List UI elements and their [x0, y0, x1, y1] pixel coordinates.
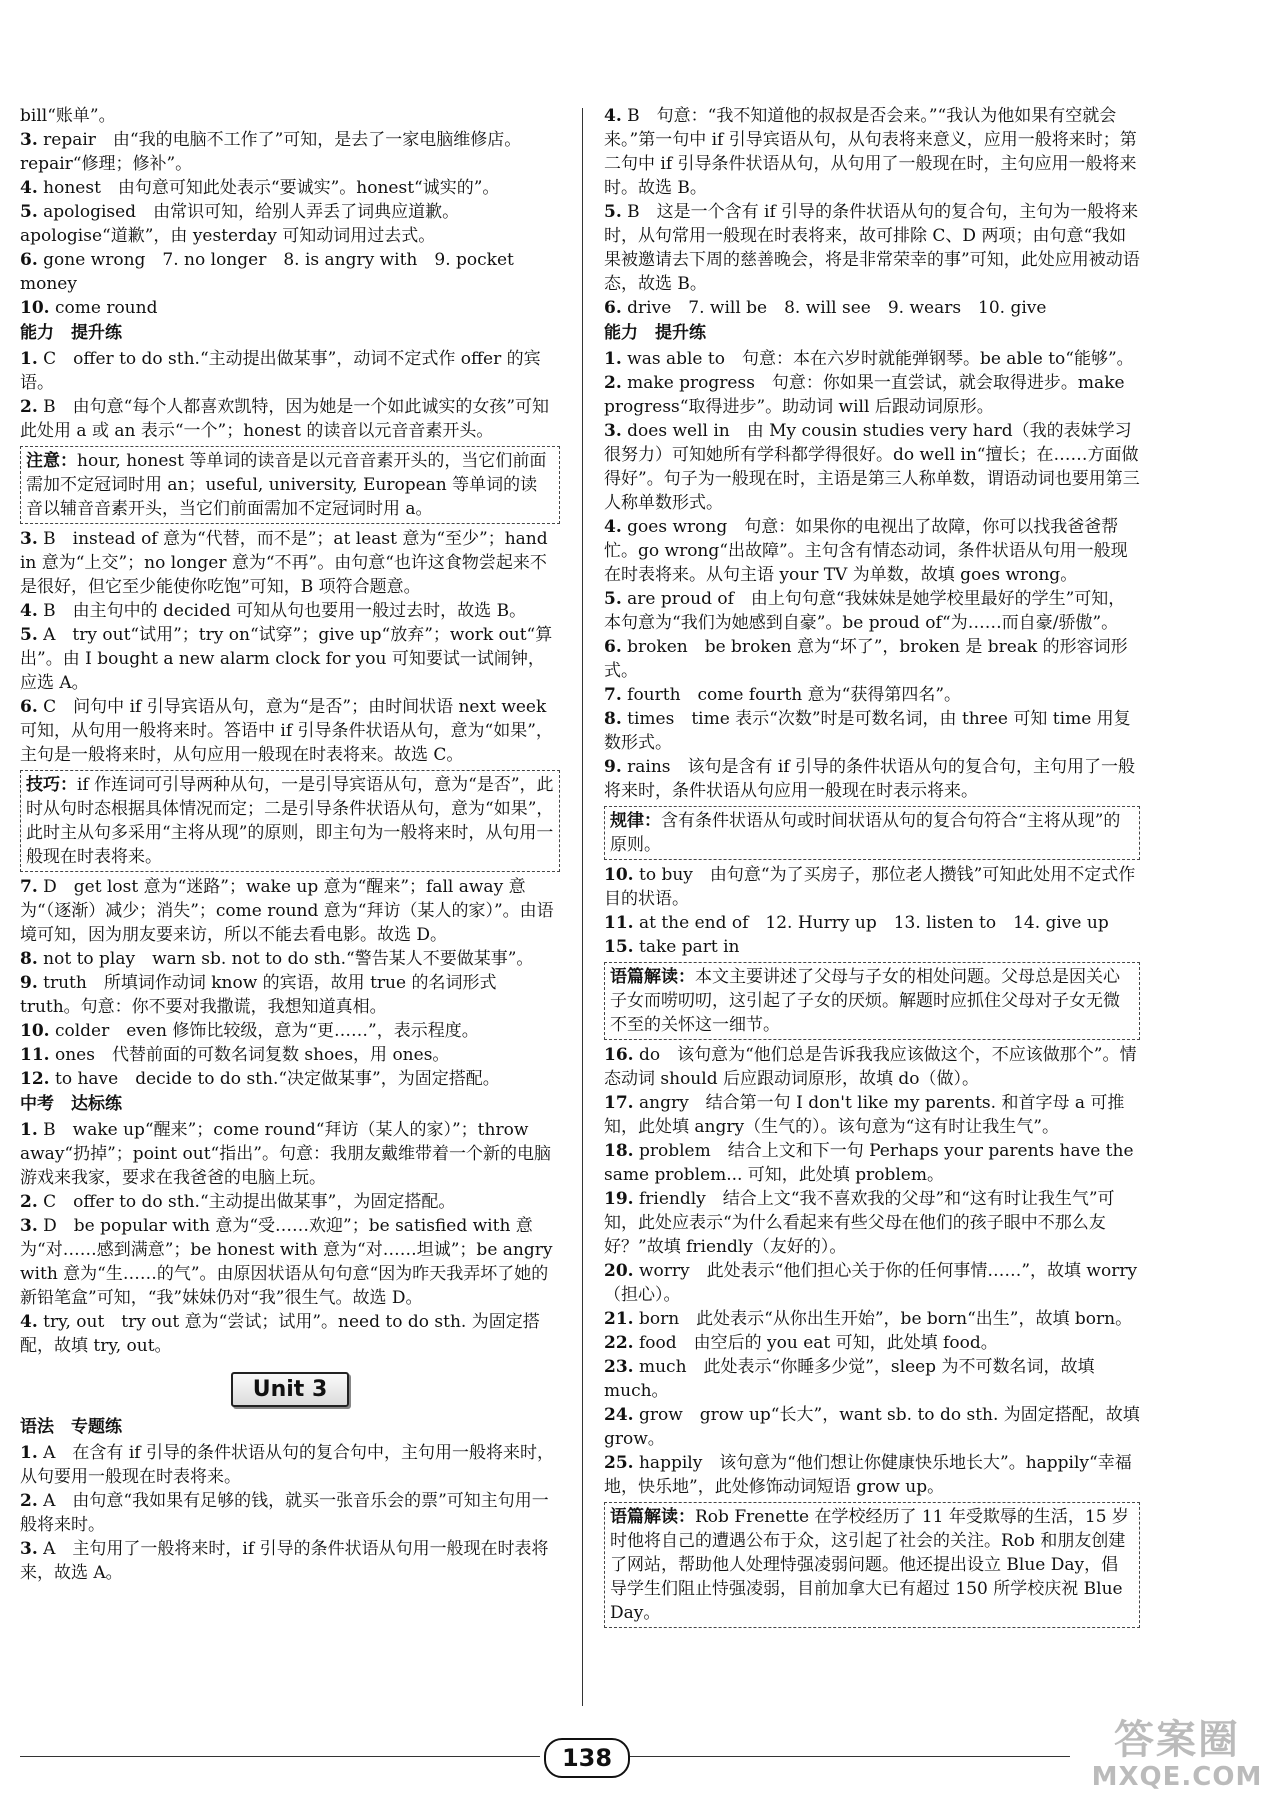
- item-number: 3.: [20, 529, 38, 549]
- answer-item: [604, 1451, 1140, 1499]
- item-text: D get lost 意为“迷路”；wake up 意为“醒来”；fall away 意为“（逐渐）减少；消失”；come round 意为“拜访（某人的家）”。由语境可知，因为朋友要来访，所以不能去看电影。故选 D。: [20, 877, 554, 945]
- item-number: 25.: [604, 1453, 634, 1473]
- item-text: bill“账单”。: [20, 106, 116, 126]
- answer-item: [604, 347, 1140, 371]
- item-number: 3.: [20, 1216, 38, 1236]
- note-label: 技巧：: [26, 775, 77, 795]
- item-text: A try out“试用”；try on“试穿”；give up“放弃”；work out“算出”。由 I bought a new alarm clock for you 可知要试一试闹钟，应选 A。: [20, 625, 553, 693]
- item-text: fourth come fourth 意为“获得第四名”。: [621, 685, 962, 705]
- page-number: 138: [544, 1738, 630, 1778]
- item-number: 8.: [604, 709, 622, 729]
- answer-item: [604, 1307, 1140, 1331]
- watermark-logo: [1088, 1718, 1266, 1796]
- item-number: 6.: [20, 697, 38, 717]
- item-number: 2.: [604, 373, 622, 393]
- answer-item: [20, 695, 560, 767]
- answer-item: [604, 707, 1140, 755]
- note-label: 语篇解读：: [610, 1507, 695, 1527]
- answer-item: [604, 635, 1140, 683]
- item-number: 16.: [604, 1045, 634, 1065]
- answer-item: [20, 296, 560, 320]
- note-box: [20, 770, 560, 872]
- item-number: 18.: [604, 1141, 634, 1161]
- item-text: do 该句意为“他们总是告诉我我应该做这个，不应该做那个”。情态动词 should 后应跟动词原形，故填 do（做）。: [604, 1045, 1137, 1089]
- item-text: B 句意：“我不知道他的叔叔是否会来。”“我认为他如果有空就会来。”第一句中 if 引导宾语从句，从句表将来意义，应用一般将来时；第二句中 if 引导条件状语从句，从句用了一般现在时，主句应用一般将来时。故选 B。: [604, 106, 1137, 198]
- item-number: 4.: [20, 601, 38, 621]
- footer-rule-left: [20, 1756, 540, 1757]
- item-number: 15.: [604, 937, 634, 957]
- answer-item: [20, 947, 560, 971]
- item-number: 2.: [20, 1192, 38, 1212]
- answer-item: [604, 1043, 1140, 1091]
- note-label: 规律：: [610, 811, 661, 831]
- item-text: worry 此处表示“他们担心关于你的任何事情……”，故填 worry（担心）。: [604, 1261, 1138, 1305]
- item-text: A 由句意“我如果有足够的钱，就买一张音乐会的票”可知主句用一般将来时。: [20, 1491, 549, 1535]
- column-divider: [582, 108, 583, 1706]
- item-number: 22.: [604, 1333, 634, 1353]
- item-text: B 这是一个含有 if 引导的条件状语从句的复合句，主句为一般将来时，从句常用一般现在时表将来，故可排除 C、D 两项；由句意“我如果被邀请去下周的慈善晚会，将是非常荣幸的事”可知，此处应用被动语态，故选 B。: [604, 202, 1140, 294]
- answer-item: [604, 419, 1140, 515]
- answer-item: [604, 755, 1140, 803]
- answer-item: [604, 1091, 1140, 1139]
- answer-item: [20, 128, 560, 176]
- answer-item: [604, 1187, 1140, 1259]
- item-number: 3.: [20, 1539, 38, 1559]
- answer-item: [20, 176, 560, 200]
- item-number: 5.: [604, 202, 622, 222]
- answer-item: [604, 1355, 1140, 1403]
- item-number: 5.: [20, 625, 38, 645]
- item-number: 20.: [604, 1261, 634, 1281]
- unit-title: [20, 1372, 560, 1407]
- item-number: 2.: [20, 1491, 38, 1511]
- note-box: [604, 1502, 1140, 1628]
- item-number: 7.: [604, 685, 622, 705]
- item-text: ones 代替前面的可数名词复数 shoes，用 ones。: [49, 1045, 450, 1065]
- item-number: 4.: [20, 1312, 38, 1332]
- answer-item: [604, 1403, 1140, 1451]
- note-text: if 作连词可引导两种从句，一是引导宾语从句，意为“是否”，此时从句时态根据具体情况而定；二是引导条件状语从句，意为“如果”，此时主从句多采用“主将从现”的原则，即主句为一般将来时，从句用一般现在时表将来。: [26, 775, 554, 867]
- answer-item: [20, 104, 560, 128]
- answer-item: [604, 515, 1140, 587]
- item-text: are proud of 由上句句意“我妹妹是她学校里最好的学生”可知，本句意为“我们为她感到自豪”。be proud of“为……而自豪/骄傲”。: [604, 589, 1126, 633]
- answer-item: [604, 683, 1140, 707]
- answer-item: [20, 971, 560, 1019]
- item-text: C offer to do sth.“主动提出做某事”，动词不定式作 offer 的宾语。: [20, 349, 541, 393]
- item-text: much 此处表示“你睡多少觉”，sleep 为不可数名词，故填 much。: [604, 1357, 1095, 1401]
- answer-item: [20, 1310, 560, 1358]
- note-text: 本文主要讲述了父母与子女的相处问题。父母总是因关心子女而唠叨叨，这引起了子女的厌烦。解题时应抓住父母对子女无微不至的关怀这一细节。: [610, 967, 1120, 1035]
- watermark-top: 答案圈: [1114, 1717, 1240, 1763]
- answer-item: [20, 875, 560, 947]
- item-text: take part in: [633, 937, 740, 957]
- item-number: 10.: [20, 1021, 50, 1041]
- item-text: angry 结合第一句 I don't like my parents. 和首字母 a 可推知，此处填 angry（生气的）。该句意为“这有时让我生气”。: [604, 1093, 1125, 1137]
- item-text: come round: [49, 298, 158, 318]
- item-text: truth 所填词作动词 know 的宾语，故用 true 的名词形式 truth。句意：你不要对我撒谎，我想知道真相。: [20, 973, 497, 1017]
- item-number: 23.: [604, 1357, 634, 1377]
- answer-item: [20, 1118, 560, 1190]
- item-text: problem 结合上文和下一句 Perhaps your parents have the same problem... 可知，此处填 problem。: [604, 1141, 1134, 1185]
- item-text: C offer to do sth.“主动提出做某事”，为固定搭配。: [37, 1192, 456, 1212]
- answer-item: [604, 935, 1140, 959]
- note-text: 含有条件状语从句或时间状语从句的复合句符合“主将从现”的原则。: [610, 811, 1121, 855]
- item-text: broken be broken 意为“坏了”，broken 是 break 的形容词形式。: [604, 637, 1128, 681]
- item-number: 11.: [20, 1045, 50, 1065]
- answer-item: [20, 200, 560, 248]
- item-number: 9.: [20, 973, 38, 993]
- answer-item: [604, 587, 1140, 635]
- item-text: C 问句中 if 引导宾语从句，意为“是否”；由时间状语 next week 可知，从句用一般将来时。答语中 if 引导条件状语从句，意为“如果”，主句是一般将来时，从句应用一般现在时表将来。故选 C。: [20, 697, 553, 765]
- answer-item: [20, 1190, 560, 1214]
- answer-item: [20, 1019, 560, 1043]
- item-number: 9.: [604, 757, 622, 777]
- item-number: 5.: [604, 589, 622, 609]
- answer-item: [20, 1441, 560, 1489]
- answer-item: [604, 1259, 1140, 1307]
- unit-title-label: Unit 3: [231, 1372, 350, 1407]
- item-number: 6.: [20, 250, 38, 270]
- item-number: 19.: [604, 1189, 634, 1209]
- item-number: 3.: [20, 130, 38, 150]
- answer-item: [20, 1067, 560, 1091]
- item-number: 10.: [20, 298, 50, 318]
- item-text: times time 表示“次数”时是可数名词，由 three 可知 time 用复数形式。: [604, 709, 1131, 753]
- answer-item: [20, 248, 560, 296]
- item-text: friendly 结合上文“我不喜欢我的父母”和“这有时让我生气”可知，此处应表示“为什么看起来有些父母在他们的孩子眼中不那么友好？”故填 friendly（友好的）。: [604, 1189, 1115, 1257]
- item-number: 7.: [20, 877, 38, 897]
- item-text: food 由空后的 you eat 可知，此处填 food。: [633, 1333, 998, 1353]
- note-text: hour, honest 等单词的读音是以元音音素开头的，当它们前面需加不定冠词时用 an；useful, university, European 等单词的读音以辅音音素开头，当它们前面需加不定冠词时用 a。: [26, 451, 547, 519]
- item-number: 17.: [604, 1093, 634, 1113]
- section-heading: 中考 达标练: [20, 1094, 122, 1114]
- item-text: grow grow up“长大”，want sb. to do sth. 为固定搭配，故填 grow。: [604, 1405, 1140, 1449]
- answer-item: [20, 1489, 560, 1537]
- answer-item: [20, 599, 560, 623]
- footer-rule-right: [630, 1756, 1070, 1757]
- item-text: colder even 修饰比较级，意为“更……”，表示程度。: [49, 1021, 479, 1041]
- item-text: was able to 句意：本在六岁时就能弹钢琴。be able to“能够”。: [621, 349, 1134, 369]
- item-number: 1.: [20, 1120, 38, 1140]
- item-text: D be popular with 意为“受……欢迎”；be satisfied with 意为“对……感到满意”；be honest with 意为“对……坦诚”；be angry with 意为“生……的气”。由原因状语从句句意“因为昨天我弄坏了她的新铅笔盒”可知，“我”妹妹仍对“我”很生气。故选 D。: [20, 1216, 553, 1308]
- note-label: 语篇解读：: [610, 967, 695, 987]
- answer-item: [604, 1139, 1140, 1187]
- watermark-bottom: MXQE.COM: [1091, 1762, 1263, 1792]
- item-text: B 由句意“每个人都喜欢凯特，因为她是一个如此诚实的女孩”可知此处用 a 或 an 表示“一个”；honest 的读音以元音音素开头。: [20, 397, 550, 441]
- answer-item: [604, 200, 1140, 296]
- right-column: [604, 104, 1140, 1631]
- answer-item: [604, 911, 1140, 935]
- item-number: 10.: [604, 865, 634, 885]
- note-label: 注意：: [26, 451, 77, 471]
- item-number: 21.: [604, 1309, 634, 1329]
- section-heading: 能力 提升练: [20, 323, 122, 343]
- section-heading: 语法 专题练: [20, 1417, 122, 1437]
- item-text: try, out try out 意为“尝试；试用”。need to do sth. 为固定搭配，故填 try, out。: [20, 1312, 540, 1356]
- left-column: [20, 104, 560, 1585]
- item-text: A 在含有 if 引导的条件状语从句的复合句中，主句用一般将来时，从句要用一般现在时表将来。: [20, 1443, 554, 1487]
- note-text: Rob Frenette 在学校经历了 11 年受欺辱的生活，15 岁时他将自己的遭遇公布于众，这引起了社会的关注。Rob 和朋友创建了网站，帮助他人处理恃强凌弱问题。他还提出设立 Blue Day，倡导学生们阻止恃强凌弱，目前加拿大已有超过 150 所学校庆祝 Blue Day。: [610, 1507, 1129, 1623]
- answer-item: [20, 347, 560, 395]
- item-text: not to play warn sb. not to do sth.“警告某人不要做某事”。: [37, 949, 534, 969]
- item-text: to buy 由句意“为了买房子，那位老人攒钱”可知此处用不定式作目的状语。: [604, 865, 1136, 909]
- item-number: 4.: [604, 106, 622, 126]
- item-number: 1.: [20, 349, 38, 369]
- item-text: make progress 句意：你如果一直尝试，就会取得进步。make progress“取得进步”。助动词 will 后跟动词原形。: [604, 373, 1125, 417]
- section-heading: 能力 提升练: [604, 323, 706, 343]
- answer-item: [20, 1214, 560, 1310]
- item-number: 8.: [20, 949, 38, 969]
- item-text: honest 由句意可知此处表示“要诚实”。honest“诚实的”。: [37, 178, 500, 198]
- item-number: 1.: [604, 349, 622, 369]
- answer-item: [604, 863, 1140, 911]
- item-number: 1.: [20, 1443, 38, 1463]
- item-number: 24.: [604, 1405, 634, 1425]
- item-text: repair 由“我的电脑不工作了”可知，是去了一家电脑维修店。repair“修理；修补”。: [20, 130, 522, 174]
- answer-item: [20, 527, 560, 599]
- item-text: born 此处表示“从你出生开始”，be born“出生”，故填 born。: [633, 1309, 1133, 1329]
- item-text: B wake up“醒来”；come round“拜访（某人的家）”；throw away“扔掉”；point out“指出”。句意：我朋友戴维带着一个新的电脑游戏来我家，要求在我爸爸的电脑上玩。: [20, 1120, 551, 1188]
- item-number: 4.: [604, 517, 622, 537]
- item-text: apologised 由常识可知，给别人弄丢了词典应道歉。apologise“道歉”，由 yesterday 可知动词用过去式。: [20, 202, 460, 246]
- answer-item: [20, 395, 560, 443]
- item-number: 2.: [20, 397, 38, 417]
- note-box: [604, 806, 1140, 860]
- item-number: 6.: [604, 637, 622, 657]
- item-text: B instead of 意为“代替，而不是”；at least 意为“至少”；hand in 意为“上交”；no longer 意为“不再”。由句意“也许这食物尝起来不是很好，但它至少能使你吃饱”可知，B 项符合题意。: [20, 529, 548, 597]
- item-text: to have decide to do sth.“决定做某事”，为固定搭配。: [49, 1069, 500, 1089]
- item-text: does well in 由 My cousin studies very hard（我的表妹学习很努力）可知她所有学科都学得很好。do well in“擅长；在……方面做得好”。句子为一般现在时，主语是第三人称单数，谓语动词也要用第三人称单数形式。: [604, 421, 1140, 513]
- item-text: goes wrong 句意：如果你的电视出了故障，你可以找我爸爸帮忙。go wrong“出故障”。主句含有情态动词，条件状语从句用一般现在时表将来。从句主语 your TV 为单数，故填 goes wrong。: [604, 517, 1128, 585]
- note-box: [604, 962, 1140, 1040]
- answer-item: [604, 104, 1140, 200]
- item-number: 3.: [604, 421, 622, 441]
- note-box: [20, 446, 560, 524]
- item-text: drive 7. will be 8. will see 9. wears 10. give: [621, 298, 1047, 318]
- answer-item: [604, 296, 1140, 320]
- item-text: A 主句用了一般将来时，if 引导的条件状语从句用一般现在时表将来，故选 A。: [20, 1539, 549, 1583]
- answer-item: [604, 1331, 1140, 1355]
- item-number: 5.: [20, 202, 38, 222]
- item-number: 6.: [604, 298, 622, 318]
- answer-item: [20, 1537, 560, 1585]
- answer-item: [20, 623, 560, 695]
- answer-item: [20, 1043, 560, 1067]
- item-text: gone wrong 7. no longer 8. is angry with 9. pocket money: [20, 250, 514, 294]
- item-number: 12.: [20, 1069, 50, 1089]
- item-text: happily 该句意为“他们想让你健康快乐地长大”。happily“幸福地，快乐地”，此处修饰动词短语 grow up。: [604, 1453, 1132, 1497]
- item-text: at the end of 12. Hurry up 13. listen to 14. give up: [633, 913, 1109, 933]
- item-number: 4.: [20, 178, 38, 198]
- item-number: 11.: [604, 913, 634, 933]
- item-text: B 由主句中的 decided 可知从句也要用一般过去时，故选 B。: [37, 601, 527, 621]
- item-text: rains 该句是含有 if 引导的条件状语从句的复合句，主句用了一般将来时，条件状语从句应用一般现在时表示将来。: [604, 757, 1136, 801]
- answer-item: [604, 371, 1140, 419]
